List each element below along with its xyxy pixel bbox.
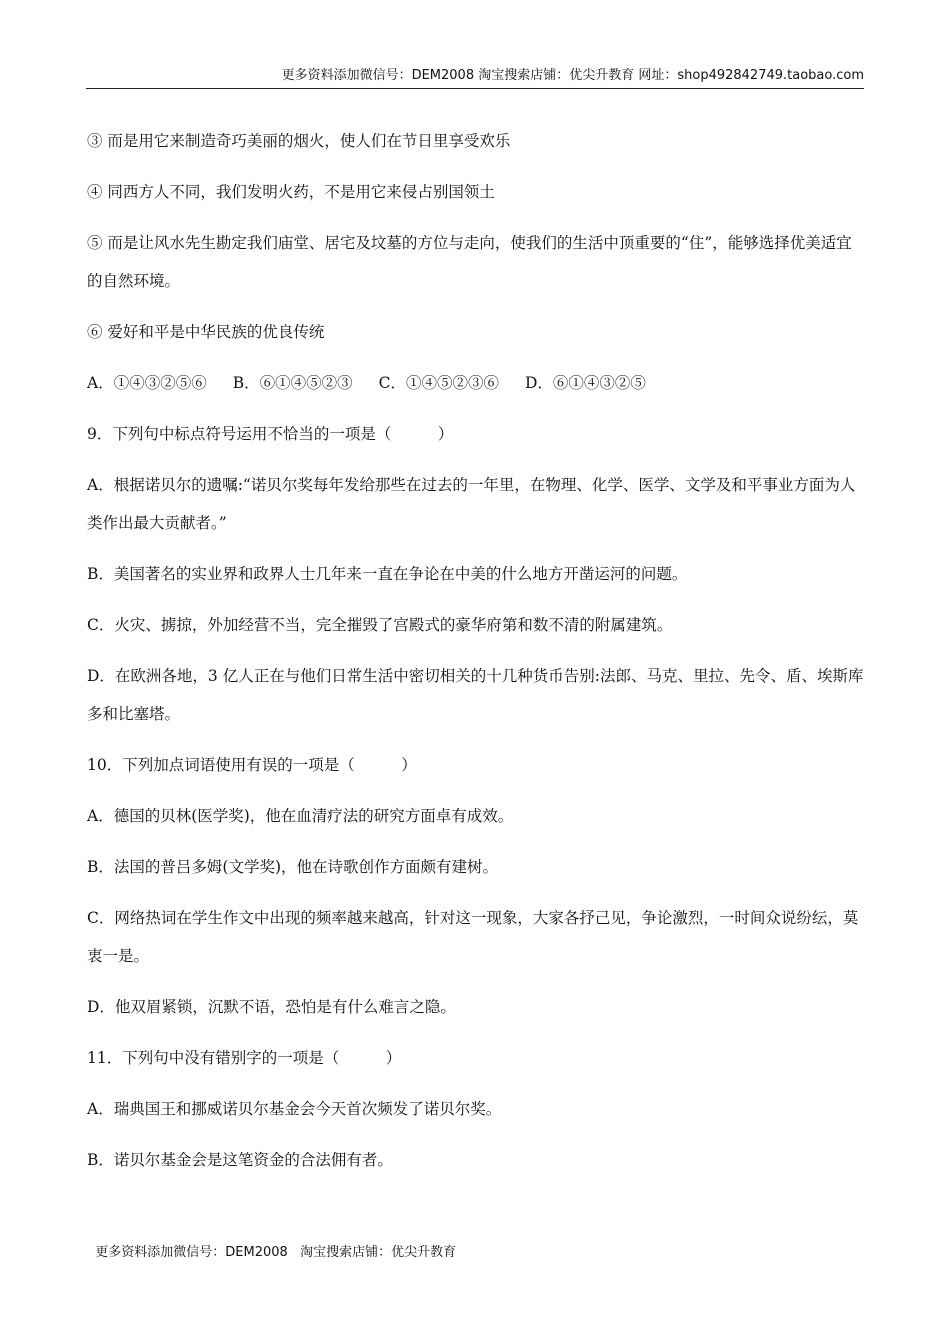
q8-options [87, 364, 864, 402]
page-header [86, 66, 864, 89]
q8-option-d: D．⑥①④③②⑤ [524, 374, 646, 392]
header-text: 更多资料添加微信号：DEM2008 淘宝搜索店铺：优尖升教育 网址：shop492842749.taobao.com [281, 68, 864, 83]
q9-option-d: D．在欧洲各地，3 亿人正在与他们日常生活中密切相关的十几种货币告别:法郎、马克、里拉、先令、盾、埃斯库多和比塞塔。 [87, 667, 864, 723]
q8-option-a: A．①④③②⑤⑥ [87, 374, 207, 392]
q11-option-a: A．瑞典国王和挪威诺贝尔基金会今天首次频发了诺贝尔奖。 [87, 1100, 502, 1118]
q9-stem: 9．下列句中标点符号运用不恰当的一项是（ ） [87, 425, 454, 443]
q10-stem: 10．下列加点词语使用有误的一项是（ ） [87, 756, 417, 774]
sentence-3: ③ 而是用它来制造奇巧美丽的烟火，使人们在节日里享受欢乐 [87, 132, 511, 150]
sentence-4: ④ 同西方人不同，我们发明火药，不是用它来侵占别国领土 [87, 183, 495, 201]
q8-option-c: C．①④⑤②③⑥ [378, 374, 499, 392]
q11-stem: 11．下列句中没有错别字的一项是（ ） [87, 1049, 402, 1067]
q10-option-b: B．法国的普吕多姆(文学奖)，他在诗歌创作方面颇有建树。 [87, 858, 498, 876]
q10-option-a: A．德国的贝林(医学奖)，他在血清疗法的研究方面卓有成效。 [87, 807, 514, 825]
sentence-6: ⑥ 爱好和平是中华民族的优良传统 [87, 323, 325, 341]
page-footer [87, 1226, 456, 1260]
q9-option-b: B．美国著名的实业界和政界人士几年来一直在争论在中美的什么地方开凿运河的问题。 [87, 565, 688, 583]
q11-option-b: B．诺贝尔基金会是这笔资金的合法佣有者。 [87, 1151, 393, 1169]
document-body [87, 122, 864, 1192]
sentence-5: ⑤ 而是让风水先生勘定我们庙堂、居宅及坟墓的方位与走向，使我们的生活中顶重要的“住”，能够选择优美适宜的自然环境。 [87, 234, 852, 290]
q9-option-a: A．根据诺贝尔的遗嘱:“诺贝尔奖每年发给那些在过去的一年里，在物理、化学、医学、文学及和平事业方面为人类作出最大贡献者。” [87, 476, 856, 532]
footer-text: 更多资料添加微信号：DEM2008 淘宝搜索店铺：优尖升教育 [95, 1245, 457, 1260]
q9-option-c: C．火灾、掳掠，外加经营不当，完全摧毁了宫殿式的豪华府第和数不清的附属建筑。 [87, 616, 673, 634]
q8-option-b: B．⑥①④⑤②③ [232, 374, 353, 392]
q10-option-d: D．他双眉紧锁，沉默不语，恐怕是有什么难言之隐。 [87, 998, 456, 1016]
q10-option-c: C．网络热词在学生作文中出现的频率越来越高，针对这一现象，大家各抒己见，争论激烈，一时间众说纷纭，莫衷一是。 [87, 909, 859, 965]
